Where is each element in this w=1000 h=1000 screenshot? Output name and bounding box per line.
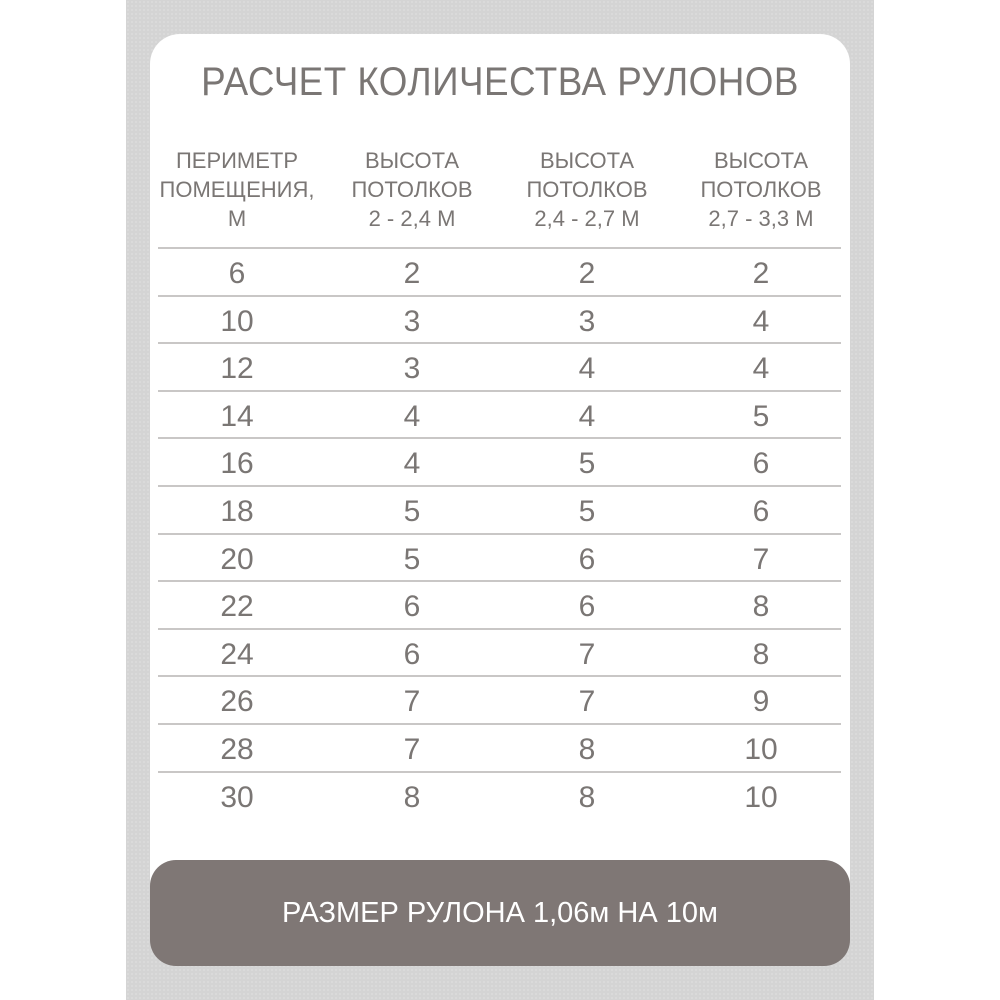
rolls-cell: 3 (578, 305, 596, 338)
rolls-cell: 6 (578, 543, 596, 576)
rolls-cell: 8 (752, 590, 770, 623)
rolls-cell: 8 (578, 733, 596, 766)
perimeter-cell: 26 (220, 685, 254, 718)
roll-size-text: РАЗМЕР РУЛОНА 1,06м НА 10м (282, 897, 718, 929)
column-header-1: ПЕРИМЕТР ПОМЕЩЕНИЯ, М (159, 148, 315, 231)
rolls-cell: 10 (744, 781, 778, 814)
table-row (0, 631, 1000, 679)
perimeter-cell: 20 (220, 543, 254, 576)
row-divider (158, 533, 841, 535)
rolls-cell: 7 (578, 685, 596, 718)
row-divider (158, 771, 841, 773)
rolls-cell: 10 (744, 733, 778, 766)
rolls-cell: 6 (578, 590, 596, 623)
table-row (0, 440, 1000, 488)
row-divider (158, 580, 841, 582)
perimeter-cell: 28 (220, 733, 254, 766)
row-divider (158, 723, 841, 725)
row-divider (158, 675, 841, 677)
row-divider (158, 485, 841, 487)
table-row (0, 488, 1000, 536)
rolls-cell: 7 (403, 685, 421, 718)
row-divider (158, 437, 841, 439)
table-row (0, 536, 1000, 584)
table-row (0, 726, 1000, 774)
table-row (0, 774, 1000, 822)
perimeter-cell: 14 (220, 400, 254, 433)
rolls-cell: 5 (403, 543, 421, 576)
rolls-cell: 4 (578, 400, 596, 433)
perimeter-cell: 24 (220, 638, 254, 671)
column-header-4: ВЫСОТА ПОТОЛКОВ 2,7 - 3,3 М (700, 148, 822, 231)
rolls-cell: 4 (752, 352, 770, 385)
row-divider (158, 628, 841, 630)
roll-size-banner (150, 860, 850, 966)
rolls-cell: 8 (578, 781, 596, 814)
perimeter-cell: 30 (220, 781, 254, 814)
rolls-cell: 3 (403, 305, 421, 338)
rolls-cell: 5 (578, 495, 596, 528)
column-header-3: ВЫСОТА ПОТОЛКОВ 2,4 - 2,7 М (526, 148, 648, 231)
table-row (0, 250, 1000, 298)
rolls-cell: 7 (752, 543, 770, 576)
perimeter-cell: 16 (220, 447, 254, 480)
rolls-cell: 3 (403, 352, 421, 385)
rolls-cell: 7 (403, 733, 421, 766)
perimeter-cell: 22 (220, 590, 254, 623)
rolls-cell: 8 (403, 781, 421, 814)
rolls-cell: 6 (752, 495, 770, 528)
table-row (0, 678, 1000, 726)
rolls-cell: 2 (578, 257, 596, 290)
row-divider (158, 295, 841, 297)
rolls-cell: 5 (752, 400, 770, 433)
table-row (0, 345, 1000, 393)
rolls-cell: 2 (752, 257, 770, 290)
column-header-2: ВЫСОТА ПОТОЛКОВ 2 - 2,4 М (351, 148, 473, 231)
rolls-cell: 4 (403, 447, 421, 480)
row-divider (158, 247, 841, 249)
perimeter-cell: 12 (220, 352, 254, 385)
rolls-cell: 5 (403, 495, 421, 528)
rolls-cell: 6 (752, 447, 770, 480)
rolls-cell: 6 (403, 638, 421, 671)
page-title: РАСЧЕТ КОЛИЧЕСТВА РУЛОНОВ (201, 60, 799, 104)
rolls-cell: 5 (578, 447, 596, 480)
table-row (0, 298, 1000, 346)
perimeter-cell: 10 (220, 305, 254, 338)
table-row (0, 583, 1000, 631)
rolls-cell: 8 (752, 638, 770, 671)
table-row (0, 393, 1000, 441)
perimeter-cell: 18 (220, 495, 254, 528)
rolls-cell: 7 (578, 638, 596, 671)
row-divider (158, 342, 841, 344)
rolls-cell: 2 (403, 257, 421, 290)
row-divider (158, 390, 841, 392)
rolls-cell: 4 (752, 305, 770, 338)
perimeter-cell: 6 (228, 257, 246, 290)
rolls-cell: 4 (403, 400, 421, 433)
rolls-cell: 9 (752, 685, 770, 718)
rolls-cell: 4 (578, 352, 596, 385)
rolls-cell: 6 (403, 590, 421, 623)
